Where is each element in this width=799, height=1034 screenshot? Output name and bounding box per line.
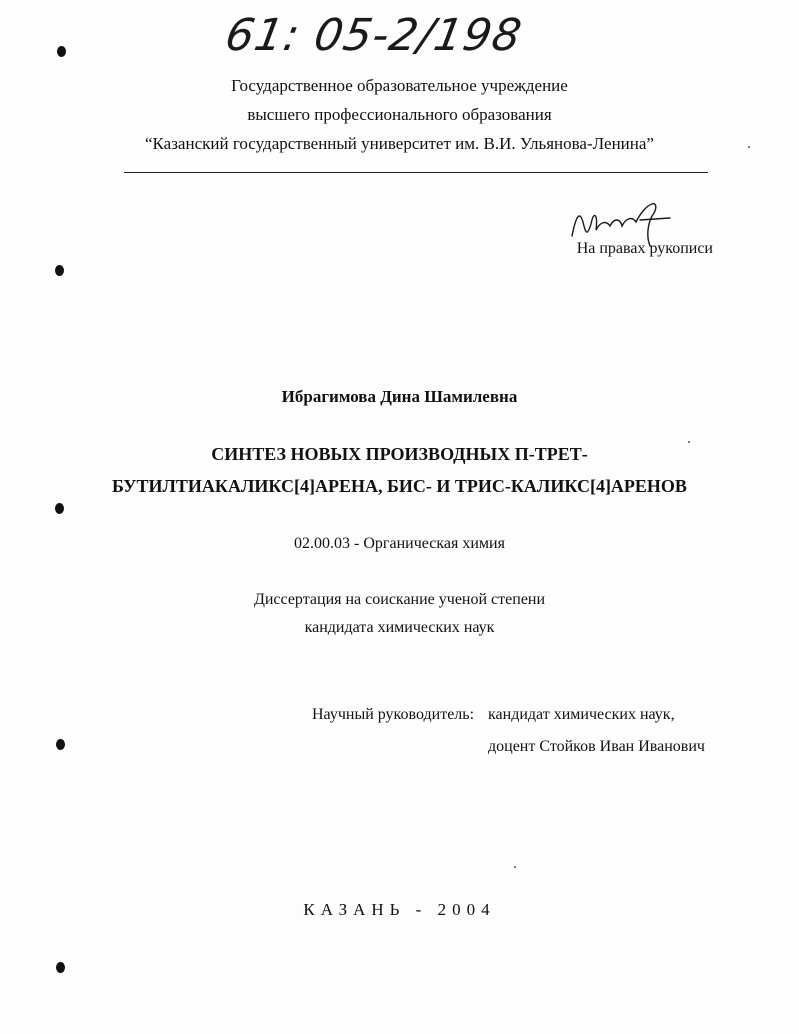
specialty-code: 02.00.03 - Органическая химия <box>294 535 505 552</box>
punch-hole-mark <box>55 265 64 276</box>
author-name: Ибрагимова Дина Шамилевна <box>281 387 518 406</box>
dissertation-title-line-2: БУТИЛТИАКАЛИКС[4]АРЕНА, БИС- И ТРИС-КАЛИКС[4]АРЕНОВ <box>112 476 687 496</box>
punch-hole-mark <box>57 46 66 57</box>
institution-line-2: высшего профессионального образования <box>247 105 552 124</box>
scan-speck <box>748 146 750 148</box>
city-year: КАЗАНЬ - 2004 <box>303 900 496 919</box>
degree-line-2: кандидата химических наук <box>304 619 495 636</box>
punch-hole-mark <box>56 739 65 750</box>
archive-code-handwritten: 61: 05-2/198 <box>221 10 526 61</box>
supervisor-name: доцент Стойков Иван Иванович <box>488 738 705 755</box>
institution-line-3: “Казанский государственный университет им. В.И. Ульянова-Ленина” <box>145 134 654 153</box>
dissertation-title-line-1: СИНТЕЗ НОВЫХ ПРОИЗВОДНЫХ П-ТРЕТ- <box>211 444 588 464</box>
degree-line-1: Диссертация на соискание ученой степени <box>253 591 546 608</box>
punch-hole-mark <box>56 962 65 973</box>
supervisor-degree: кандидат химических наук, <box>488 706 675 723</box>
scan-speck <box>688 441 690 443</box>
institution-line-1: Государственное образовательное учреждение <box>231 76 568 95</box>
manuscript-rights-note: На правах рукописи <box>576 240 713 257</box>
supervisor-label: Научный руководитель: <box>312 706 475 723</box>
punch-hole-mark <box>55 503 64 514</box>
header-divider <box>124 172 708 173</box>
scan-speck <box>514 866 516 868</box>
